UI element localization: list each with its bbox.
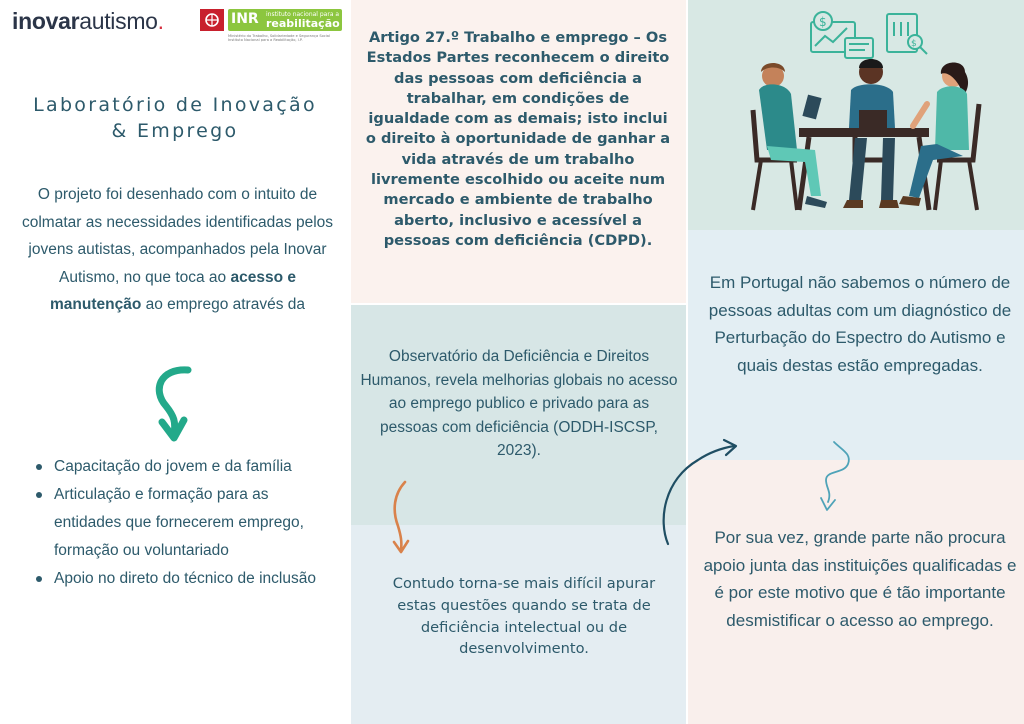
curved-arrow-down-icon (148, 366, 208, 444)
list-item: Capacitação do jovem e da família (35, 453, 335, 481)
squiggle-arrow-down-icon (812, 440, 862, 516)
sua-vez-text: Por sua vez, grande parte não procura apoio junta das instituições qualificadas e é por este motivo que é tão importante desmistificar o acesso ao emprego. (703, 528, 1017, 630)
contudo-text: Contudo torna-se mais difícil apurar estas questões quando se trata de deficiência intelectual ou de desenvolvimento. (392, 575, 656, 658)
article-27-text: Artigo 27.º Trabalho e emprego – Os Estados Partes reconhecem o direito das pessoas com deficiência a trabalhar, em condições de igualdade com as demais; isto inclui o direito à oportunidade de ganhar a vida através de um trabalho livremente escolhido ou aceite num mercado e ambiente de trabalho aberto, inclusivo e acessível a pessoas com deficiência (CDPD). (365, 29, 671, 249)
portugal-text: Em Portugal não sabemos o número de pessoas adultas com um diagnóstico de Perturbação do Espectro do Autismo e quais destas estão empregadas. (708, 273, 1012, 375)
list-item: Apoio no direto do técnico de inclusão (35, 565, 335, 593)
intro-paragraph: O projeto foi desenhado com o intuito de colmatar as necessidades identificadas pelos jovens autistas, acompanhados pela Inovar Autismo, no que toca ao acesso e manutenção ao emprego através da (21, 186, 334, 313)
svg-text:$: $ (819, 15, 827, 29)
document-search-icon (887, 14, 927, 54)
republic-emblem-icon (200, 9, 224, 31)
divider (351, 303, 687, 305)
list-item: Articulação e formação para as entidades que fornecerem emprego, formação ou voluntariado (35, 481, 335, 565)
people-meeting-illustration (687, 0, 1024, 230)
svg-text:$: $ (911, 39, 917, 49)
inr-logo: INR instituto nacional para a reabilitação Ministério do Trabalho, Solidariedade e Segurança Social Instituto Nacional para a Reabilitação, I.P. (200, 7, 342, 43)
curved-arrow-up-right-icon (658, 440, 740, 550)
support-list (35, 453, 335, 593)
inovar-autismo-logo: inovarautismo. (12, 8, 164, 34)
finance-chart-document-icon (811, 12, 873, 58)
observatory-text: Observatório da Deficiência e Direitos Humanos, revela melhorias globais no acesso ao emprego publico e privado para as pessoas com deficiência (ODDH-ISCSP, 2023). (360, 348, 678, 459)
page-title: Laboratório de Inovação & Emprego (33, 94, 317, 142)
curved-arrow-down-icon (388, 480, 418, 556)
ministry-caption: Ministério do Trabalho, Solidariedade e Segurança Social Instituto Nacional para a Reabilitação, I.P. (228, 34, 330, 43)
